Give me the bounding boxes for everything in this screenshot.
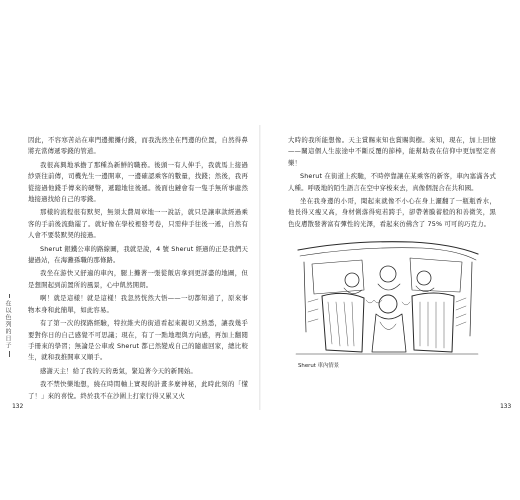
- chapter-side-tab: [4, 300, 16, 349]
- paragraph: 啊！就是這樣！就是這樣！我忽然恍然大悟——一切都知道了，原來事物本身和此簡單，如此容易。: [28, 294, 248, 314]
- paragraph: Sherut 在街道上疾馳，不時停靠讓在某乘客的新客，車內塞滿各式人種。呼吸地的陌生語言在空中穿梭來去，真像個混合在共和國。: [288, 172, 496, 192]
- paragraph: 感謝天主！給了我的天的勇氣，緊迫著今天的新開始。: [40, 366, 197, 375]
- bus-interior-sketch: [292, 232, 482, 358]
- image-caption: Sherut 車內情景: [298, 363, 340, 369]
- paragraph: 我坐在游快又舒適的車內，腿上攤著一張從飯店拿到更詳盡的地圖，但是想開起到前置所的風景，心中飢然開朗。: [28, 269, 248, 289]
- paragraph: Sherut 銀鐵公車的路線圖，我就是說，4 號 Sherut 經過的正是我們天捷過站，在海灘孫職的那條路。: [28, 244, 248, 265]
- left-page-body: [28, 135, 248, 404]
- page-number-left: 132: [12, 403, 24, 410]
- paragraph: 大時的我所能想像。天主賞賜來知也賞賜與樹。來知，現在，加上回憶——關這個人生旅途中不斷反覆的節棒，能幫助我在信仰中更加堅定喜樂！: [288, 136, 496, 167]
- side-tab-rule: [9, 294, 10, 298]
- paragraph: 因此，不容寒苦站在車門邊搬攤付錢，而我洗然坐在門邊的位置，自然得鼻將充當傳遞零錢的管道。: [28, 136, 248, 156]
- chapter-side-tab-label: 在以色列的日子: [4, 300, 11, 349]
- paragraph: 有了第一次的探路經驗，特拉維夫的街道看起來親切又熟悉，讓我幾乎要對你日的自己感覺不可思議；現在，有了一點地理與方向感，再加上翻閱手冊來的學習；無論是公車或 Sherut 都已然變成自己的隨處回家，總比較生，就和我推開車又順手。: [28, 319, 248, 362]
- right-page-body: [288, 135, 496, 232]
- page-gutter: [259, 125, 261, 410]
- page-number-right: 133: [500, 403, 512, 410]
- paragraph: 那樣的流程很有默契，無須太費周章地一一說話，就只是讓車款經過乘客的手前後流動罷了。就好像在學校裡發考卷，只需伸手往後一遞，自然有人會不要裝默契的接過。: [28, 208, 248, 240]
- paragraph: 坐在我身邊的小哥，聞起來就像不小心在身上灑翻了一瓶瓶香水，他長得又瘦又高，身材俐落得宛若跨手，卻帶著膜蓄般的和善微笑，黑色皮膚散發著富有彈性的光澤，看起來彷佛含了 75% 可可的巧克力。: [288, 197, 496, 228]
- paragraph: 我不禁快樂地想，繞在時間軸上實現的計畫多麼神秘，此時此刻的「懂了！」來的喜悅。終於我不在沙圍上打家行得又累又火: [28, 380, 248, 400]
- side-tab-rule: [9, 351, 10, 357]
- paragraph: 我很高興地承擔了那種為新鮮的職務。後頭一有人伸手，我就馬上接過紗票往前傳，司機先生一邊開車，一邊確認乘客的數量，找錢；然後，我再從接過他錢手傳來的硬幣，遞聽地往後遞。後面也鏈會有一隻手無所事處然地接過找給自己的零錢。: [28, 160, 248, 204]
